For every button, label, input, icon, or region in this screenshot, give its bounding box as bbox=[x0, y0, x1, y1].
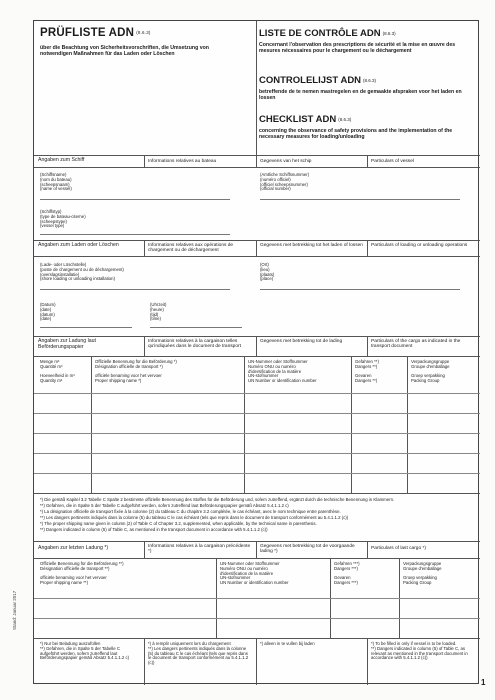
loading-header-divider-3 bbox=[367, 240, 368, 256]
date-field[interactable]: (Datum) (date) (datum) (date) bbox=[40, 302, 56, 322]
title-de bbox=[40, 27, 151, 40]
page-number: 1 bbox=[481, 678, 486, 687]
cargo-col-designation: Offizielle Benennung für die Beförderung *) Désignation officielle de transport *) officiële benaming voor het vervoer Proper shipping name *) bbox=[95, 359, 177, 384]
loading-header-nl: Gegevens met betrekking tot het laden of lossen bbox=[260, 243, 363, 248]
last-cargo-header-nl: Gegevens met betrekking tot de voorgaande lading *) bbox=[260, 544, 355, 555]
vessel-header-de: Angaben zum Schiff bbox=[38, 157, 85, 163]
title-de-text: PRÜFLISTE ADN bbox=[40, 27, 135, 39]
last-cargo-col-un-number: UN-Nummer oder Stoffnummer Numéro ONU ou numéro d'identification de la matière UN-stofnummer UN Number or identification number bbox=[220, 561, 289, 586]
cargo-footnote-6: **) Dangers indicated in column (5) of Table C, as mentioned in the transport document in accordance with 5.4.1.1.2 (c)) bbox=[40, 527, 268, 532]
last-cargo-table-row[interactable] bbox=[34, 598, 480, 599]
official-number-field[interactable]: (Amtliche Schiffsnummer) (numéro officiel) (officiel scheepsnummer) (official number) bbox=[260, 172, 310, 192]
cargo-header-divider-2 bbox=[256, 336, 257, 356]
revision-date: Stand: Januar 2017 bbox=[12, 590, 17, 630]
cargo-table-row[interactable] bbox=[34, 393, 480, 394]
cargo-footnote-5: *) The proper shipping name given in column (2) of Table C of Chapter 3.2, supplemented, when applicable, by the technical name in parenthesis. bbox=[40, 521, 317, 526]
cargo-col-quantity: Menge m³ Quantité m³ Hoeveelheid in m³ Quantity m³ bbox=[40, 359, 75, 384]
vessel-type-line bbox=[40, 234, 230, 235]
last-cargo-col-hazards: Gefahren ***) Dangers ***) Gevaren Dangers ***) bbox=[334, 561, 360, 586]
cargo-header-top bbox=[34, 336, 480, 337]
title-en-version: (8.6.3) bbox=[338, 116, 352, 122]
footnote-divider-3 bbox=[367, 638, 368, 685]
loading-header-bottom bbox=[34, 256, 480, 257]
vessel-header-divider-3 bbox=[367, 155, 368, 167]
loading-header-divider-2 bbox=[256, 240, 257, 256]
loading-place-field[interactable]: (Lade- oder Löschstelle) (poste de chargement ou de déchargement) (overslagsinstallatie) (shore loading or unloading installation) bbox=[40, 262, 124, 282]
cargo-header-bottom bbox=[34, 356, 480, 357]
last-cargo-header-divider-2 bbox=[256, 541, 257, 558]
cargo-footnote-4: **) Les dangers pertinents indiqués dans la colonne (5) du tableau C le cas échéant (tels que repris dans le document de transport conformément au 5.4.1.1.2 (c)) bbox=[40, 515, 349, 520]
vessel-header-nl: Gegevens van het schip bbox=[260, 159, 312, 164]
cargo-col-hazards: Gefahren **) Dangers **) Gevaren Dangers **) bbox=[355, 359, 379, 384]
last-cargo-footnote-nl: *) alleen in te vullen bij laden bbox=[260, 641, 315, 646]
footnote-divider-1 bbox=[144, 638, 145, 685]
cargo-header-divider-3 bbox=[367, 336, 368, 356]
last-cargo-header-divider-3 bbox=[367, 541, 368, 558]
last-cargo-footnote-en: *) To be filled in only if vessel is to be loaded. **) Dangers indicated in column (5) of Table C, as relevant as mentioned in the transport document in accordance with 5.4.1.1.2 (c)) bbox=[371, 641, 468, 661]
cargo-footnote-2: **) Gefahren, die in Spalte 5 der Tabelle C aufgeführt werden, sofern zutreffend laut Beförderungspapier gemäß Absatz 5.4.1.1.2 c) bbox=[40, 503, 289, 508]
loading-header-fr: Informations relatives aux opérations de chargement ou de déchargement bbox=[148, 243, 234, 254]
loading-location-field[interactable]: (Ort) (lieu) (plaats) (place) bbox=[260, 262, 275, 282]
cargo-table-row[interactable] bbox=[34, 433, 480, 434]
subtitle-nl: betreffende de te nemen mastregelen en de gemaakte afspraken voor het laden en lossen bbox=[259, 89, 462, 102]
checklist-form bbox=[33, 20, 479, 684]
cargo-header-fr: Informations relatives à la cargaison telles qu'indiquées dans le document de transport bbox=[148, 339, 241, 350]
vessel-header-divider-2 bbox=[256, 155, 257, 167]
vessel-name-field[interactable]: (Schiffsname) (nom du bateau) (scheepsnaam) (name of vessel) bbox=[40, 172, 72, 192]
last-cargo-col-designation: Offizielle Benennung für die Beförderung **) Désignation officielle de transport **) officiële benaming voor het vervoer Proper shipping name **) bbox=[40, 561, 124, 586]
cargo-header-divider-1 bbox=[144, 336, 145, 356]
loading-header-divider-1 bbox=[144, 240, 145, 256]
title-de-version: (8.6.3) bbox=[136, 30, 151, 36]
cargo-table-row[interactable] bbox=[34, 413, 480, 414]
last-cargo-header-bottom bbox=[34, 558, 480, 559]
title-divider bbox=[256, 21, 257, 155]
vessel-header-en: Particulars of vessel bbox=[371, 159, 414, 164]
subtitle-en: concerning the observance of safety provisions and the implementation of the necessary measures for loading/unloading bbox=[259, 128, 453, 141]
cargo-table-row[interactable] bbox=[34, 453, 480, 454]
loading-place-line bbox=[40, 289, 230, 290]
last-cargo-header-en: Particulars of last cargo *) bbox=[371, 546, 426, 551]
last-cargo-header-top bbox=[34, 541, 480, 542]
last-cargo-footnote-de: *) Nur bei Beladung auszufüllen **) Gefahren, die in Spalte 5 der Tabelle C aufgeführt werden, sofern zutreffend laut Beförderungspapier gemäß Absatz 5.4.1.1.2 c) bbox=[40, 641, 130, 661]
title-nl bbox=[259, 76, 376, 87]
last-cargo-header-fr: Informations relatives à la cargaison précédente *) bbox=[148, 544, 251, 555]
cargo-header-de: Angaben zur Ladung laut Beförderungspapier bbox=[38, 338, 96, 350]
cargo-footnote-1: *) Die gemäß Kapitel 3.2 Tabelle C Spalte 2 bestimmte offizielle Benennung des Stoffes für die Beförderung und, sofern zutreffend, ergänzt durch die technische Benennung in Klammern. bbox=[40, 497, 395, 502]
subtitle-de: über die Beachtung von Sicherheitsvorschriften, die Umsetzung von notwendigen Maßnahmen für das Laden oder Löschen bbox=[40, 45, 209, 58]
official-number-line bbox=[260, 199, 460, 200]
title-fr-text: LISTE DE CONTRÔLE ADN bbox=[259, 28, 381, 39]
loading-header-de: Angaben zum Laden oder Löschen bbox=[38, 242, 119, 248]
cargo-col-un-number: UN-Nummer oder Stoffnummer Numéro ONU ou numéro d'identification de la matière UN-stofnummer UN Number or identification number bbox=[248, 359, 317, 384]
time-line bbox=[150, 327, 242, 328]
title-fr bbox=[259, 29, 396, 40]
cargo-col-packing: Verpackungsgruppe Groupe d'emballage Groep verpakking Packing Group bbox=[411, 359, 450, 384]
cargo-footnote-3: *) La désignation officielle de transport fixée à la colonne (2) du tableau C du chapitre 3.2 complétée, le cas échéant, avec le nom technique entre parenthèse. bbox=[40, 509, 341, 514]
cargo-header-en: Particulars of the cargo as indicated in the transport document bbox=[371, 339, 461, 350]
title-en-text: CHECKLIST ADN bbox=[259, 114, 337, 125]
vessel-header-bottom bbox=[34, 167, 480, 168]
loading-header-en: Particulars of loading or unloading operations bbox=[371, 243, 468, 248]
last-cargo-table-bottom bbox=[34, 638, 480, 639]
footnote-divider-2 bbox=[256, 638, 257, 685]
time-field[interactable]: (Uhrzeit) (heure) (tijd) (time) bbox=[150, 302, 167, 322]
title-nl-version: (8.6.3) bbox=[363, 77, 377, 83]
vessel-header-divider-1 bbox=[144, 155, 145, 167]
vessel-header-fr: Informations relatives au bateau bbox=[148, 159, 217, 164]
cargo-table-row[interactable] bbox=[34, 473, 480, 474]
loading-header-top bbox=[34, 240, 480, 241]
title-nl-text: CONTROLELIJST ADN bbox=[259, 75, 362, 86]
title-fr-version: (8.6.3) bbox=[382, 30, 396, 36]
vessel-name-line bbox=[40, 199, 230, 200]
loading-location-line bbox=[260, 289, 460, 290]
title-en bbox=[259, 115, 351, 126]
last-cargo-footnote-fr: *) à remplir uniquement lors du chargement **) Les dangers pertinents indiqués dans la colonne (5) du tableau C le cas échéant (tels que repris dans le document de transport conformément au 5.4.1.1.2 (c)) bbox=[148, 641, 249, 666]
last-cargo-header-de: Angaben zur letzten Ladung *) bbox=[38, 545, 109, 551]
vessel-type-field[interactable]: (Schiffstyp) (type de bateau-citerne) (scheepstype) (vessel type) bbox=[40, 209, 86, 229]
cargo-table-bottom bbox=[34, 493, 480, 494]
title-bottom-line bbox=[34, 155, 480, 156]
date-line bbox=[40, 327, 132, 328]
last-cargo-header-divider-1 bbox=[144, 541, 145, 558]
subtitle-fr: Concernant l'observation des prescriptions de sécurité et la mise en œuvre des mesures nécessaires pour le chargement ou le déchargement bbox=[259, 42, 456, 55]
cargo-header-nl: Gegevens met betrekking tot de lading bbox=[260, 339, 343, 344]
last-cargo-table-row[interactable] bbox=[34, 618, 480, 619]
last-cargo-col-packing: Verpackungsgruppe Groupe d'emballage Groep verpakking Packing Group bbox=[403, 561, 442, 586]
